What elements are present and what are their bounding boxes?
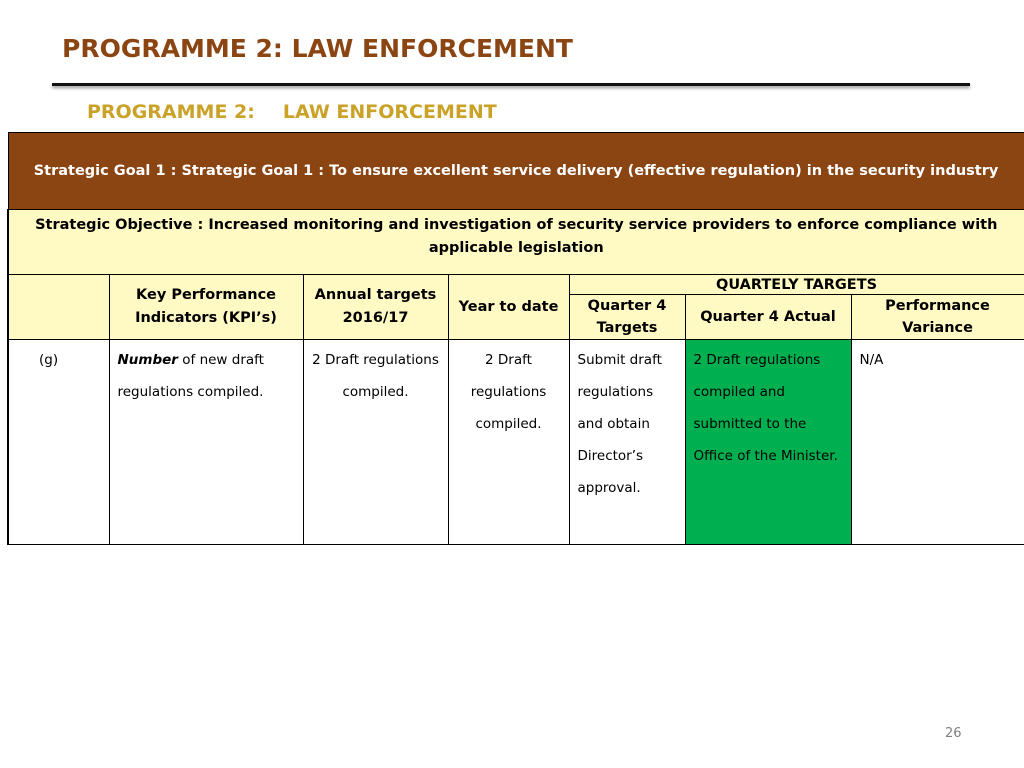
header-q4-actual: Quarter 4 Actual [685, 295, 851, 340]
year-to-date-cell: 2 Draft regulations compiled. [448, 340, 569, 545]
header-year-to-date: Year to date [448, 275, 569, 340]
kpi-table [7, 132, 1024, 545]
subtitle-law-enforcement: LAW ENFORCEMENT [282, 101, 497, 123]
programme-subtitle [87, 101, 497, 123]
title-divider [52, 83, 970, 86]
kpi-text: of new draft regulations compiled. [117, 352, 264, 400]
strategic-goal-cell: Strategic Goal 1 : Strategic Goal 1 : To ensure excellent service delivery (effective regulation) in the security industry [8, 133, 1024, 210]
kpi-emphasis: Number [117, 352, 178, 368]
header-blank [8, 275, 109, 340]
slide-title: PROGRAMME 2: LAW ENFORCEMENT [62, 34, 573, 63]
header-annual-targets: Annual targets 2016/17 [303, 275, 448, 340]
strategic-objective-row [8, 210, 1024, 275]
header-q4-targets: Quarter 4 Targets [569, 295, 685, 340]
q4-actual-cell: 2 Draft regulations compiled and submitted to the Office of the Minister. [685, 340, 851, 545]
strategic-goal-row [8, 133, 1024, 210]
header-quarterly-targets: QUARTELY TARGETS [569, 275, 1024, 295]
kpi-cell [109, 340, 303, 545]
strategic-objective-cell: Strategic Objective : Increased monitoring and investigation of security service providers to enforce compliance with applicable legislation [8, 210, 1024, 275]
table-row [8, 340, 1024, 545]
page-number: 26 [945, 726, 962, 741]
header-row [8, 275, 1024, 295]
performance-variance-cell: N/A [851, 340, 1024, 545]
annual-target-cell: 2 Draft regulations compiled. [303, 340, 448, 545]
header-performance-variance: Performance Variance [851, 295, 1024, 340]
q4-targets-cell: Submit draft regulations and obtain Director’s approval. [569, 340, 685, 545]
row-id-cell: (g) [8, 340, 109, 545]
header-kpi: Key Performance Indicators (KPI’s) [109, 275, 303, 340]
subtitle-programme: PROGRAMME 2: [87, 101, 255, 123]
